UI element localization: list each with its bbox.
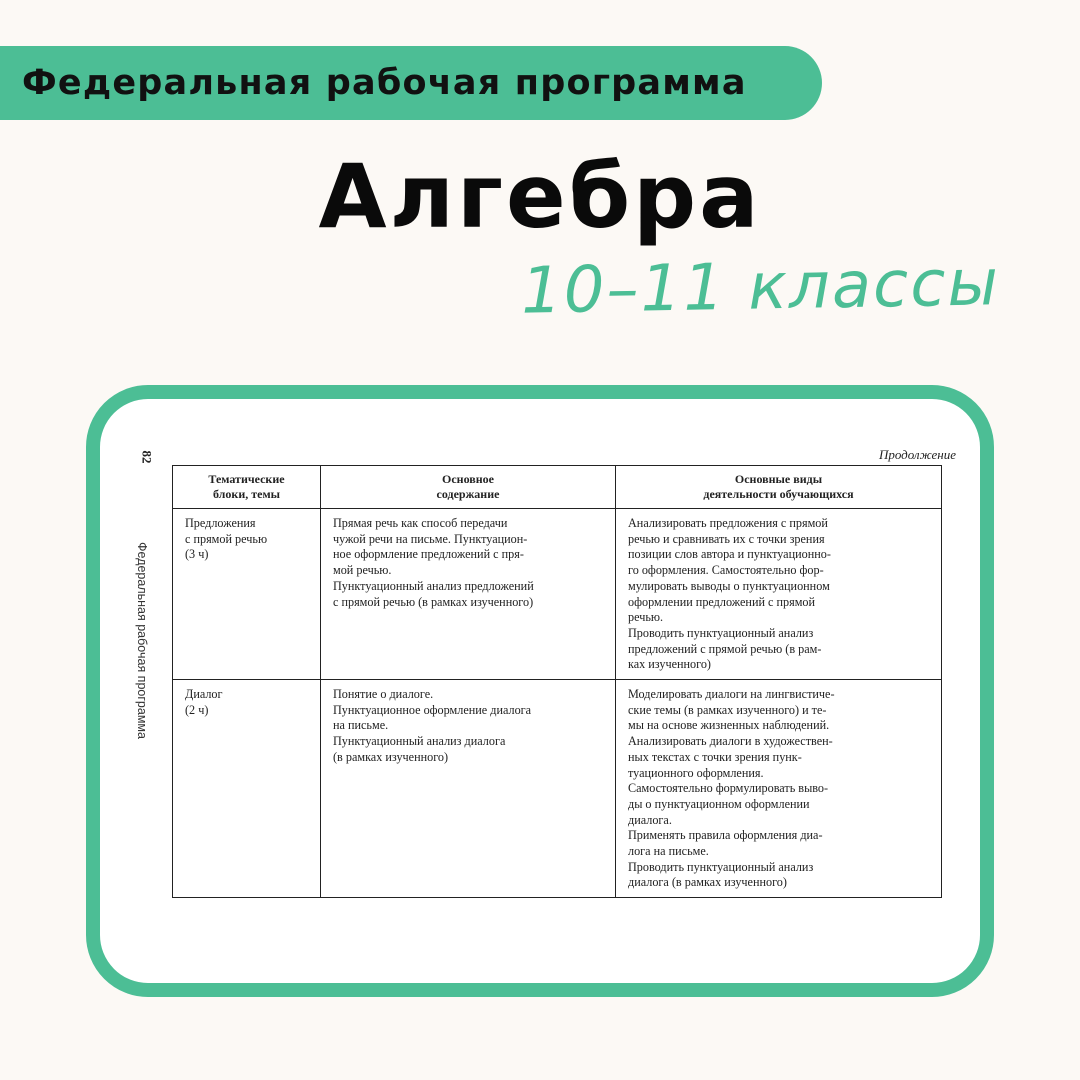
header-banner (0, 46, 822, 120)
table-header-row (173, 466, 942, 509)
cell-content: Прямая речь как способ передачи чужой речи на письме. Пунктуацион- ное оформление предложений с пря- мой речью. Пунктуационный анализ предложений с прямой речью (в рамках изученного) (321, 509, 616, 680)
continuation-label: Продолжение (878, 447, 956, 462)
table-row (173, 680, 942, 898)
cell-activities: Анализировать предложения с прямой речью и сравнивать их с точки зрения позиции слов автора и пунктуационно- го оформления. Самостоятельно фор- мулировать выводы о пунктуационном оформлении предложений с прямой речью. Проводить пунктуационный анализ предложений с прямой речью (в рам- ках изученного) (616, 509, 942, 680)
column-header-activities: Основные виды деятельности обучающихся (616, 466, 942, 509)
cell-topic: Предложения с прямой речью (3 ч) (173, 509, 321, 680)
curriculum-table (172, 465, 942, 898)
document-scan (100, 399, 980, 983)
side-running-title: Федеральная рабочая программа (135, 542, 149, 739)
page-title: Алгебра (318, 145, 762, 248)
banner-title: Федеральная рабочая программа (22, 63, 747, 103)
column-header-topics: Тематические блоки, темы (173, 466, 321, 509)
table-row (173, 509, 942, 680)
document-frame (86, 385, 994, 997)
page-number: 82 (139, 450, 155, 464)
cell-content: Понятие о диалоге. Пунктуационное оформление диалога на письме. Пунктуационный анализ диалога (в рамках изученного) (321, 680, 616, 898)
cell-topic: Диалог (2 ч) (173, 680, 321, 898)
column-header-content: Основное содержание (321, 466, 616, 509)
grade-subtitle: 10–11 классы (520, 246, 1001, 329)
cell-activities: Моделировать диалоги на лингвистиче- ские темы (в рамках изученного) и те- мы на основе жизненных наблюдений. Анализировать диалоги в художествен- ных текстах с точки зрения пунк- туационного оформления. Самостоятельно формулировать выво- ды о пунктуационном оформлении диалога. Применять правила оформления диа- лога на письме. Проводить пунктуационный анализ диалога (в рамках изученного) (616, 680, 942, 898)
